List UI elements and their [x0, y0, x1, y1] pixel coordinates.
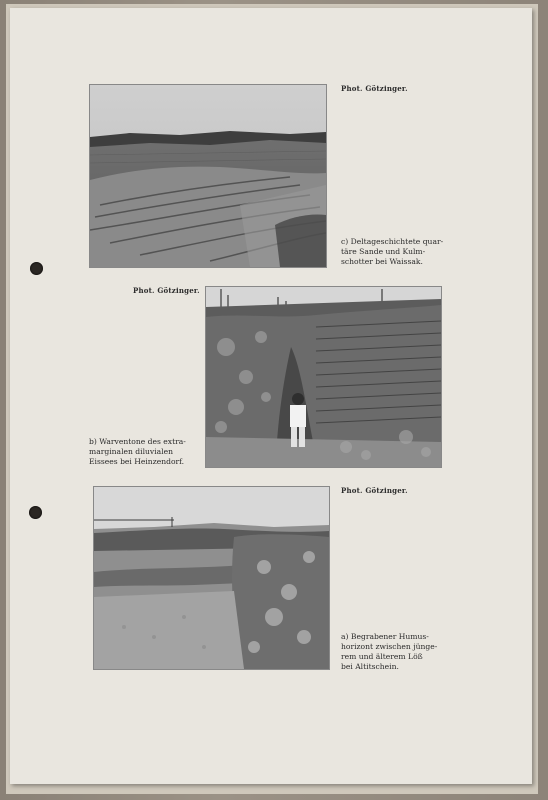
caption-b — [89, 437, 186, 467]
caption-a-line-1: a) Begrabener Humus- — [341, 632, 429, 641]
photo-credit-c: Phot. Götzinger. — [341, 84, 408, 93]
photo-buried-humus — [93, 486, 330, 670]
punch-hole-lower — [29, 506, 42, 519]
caption-c-line-1: c) Deltageschichtete quar- — [341, 237, 444, 246]
caption-c — [341, 237, 443, 267]
photo-varved-clay — [205, 286, 442, 468]
caption-a-line-4: bei Altitschein. — [341, 662, 399, 671]
caption-a-line-3: rem und älterem Löß — [341, 652, 423, 661]
photo-credit-b: Phot. Götzinger. — [133, 286, 200, 295]
caption-c-line-2: täre Sande und Kulm- — [341, 247, 426, 256]
punch-hole-upper — [30, 262, 43, 275]
caption-b-line-3: Eissees bei Heinzendorf. — [89, 457, 185, 466]
caption-a — [341, 632, 437, 672]
caption-c-line-3: schotter bei Waissak. — [341, 257, 423, 266]
caption-b-line-2: marginalen diluvialen — [89, 447, 173, 456]
caption-a-line-2: horizont zwischen jünge- — [341, 642, 438, 651]
caption-b-line-1: b) Warventone des extra- — [89, 437, 186, 446]
photo-delta-layers — [89, 84, 327, 268]
photo-credit-a: Phot. Götzinger. — [341, 486, 408, 495]
